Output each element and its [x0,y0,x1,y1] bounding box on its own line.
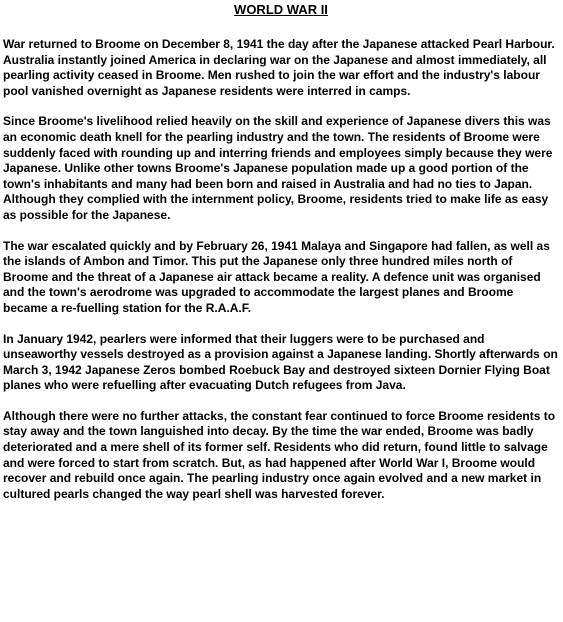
spacer [3,317,559,332]
document-page [0,2,563,622]
paragraph-1: War returned to Broome on December 8, 1941 the day after the Japanese attacked Pearl Harbour. Australia instantly joined America in declaring war on the Japanese and almost immediately, all pearling activity ceased in Broome. Men rushed to join the war effort and the industry's labour pool vanished overnight as Japanese residents were interred in camps. [3,37,555,98]
page-title: WORLD WAR II [234,2,328,17]
spacer [3,224,559,239]
paragraph-3: The war escalated quickly and by February 26, 1941 Malaya and Singapore had fallen, as well as the islands of Ambon and Timor. This put the Japanese only three hundred miles north of Broome and the threat of a Japanese air attack became a reality. A defence unit was organised and the town's aerodrome was upgraded to accommodate the largest planes and Broome became a re-fuelling station for the R.A.A.F. [3,238,550,315]
spacer [3,394,559,409]
paragraph-2: Since Broome's livelihood relied heavily on the skill and experience of Japanese divers this was an economic death knell for the pearling industry and the town. The residents of Broome were suddenly faced with rounding up and interring friends and employees simply because they were Japanese. Unlike other towns Broome's Japanese population made up a good portion of the town's inhabitants and many had been born and raised in Australia and had no ties to Japan. Although they complied with the internment policy, Broome, residents tried to make life as easy as possible for the Japanese. [3,114,553,222]
spacer [3,99,559,114]
paragraph-5: Although there were no further attacks, the constant fear continued to force Broome residents to stay away and the town languished into decay. By the time the war ended, Broome was badly deteriorated and a mere shell of its former self. Residents who did return, found little to salvage and were forced to start from scratch. But, as had happened after World War I, Broome would recover and rebuild once again. The pearling industry once again evolved and a new market in cultured pearls changed the way pearl shell was harvested forever. [3,408,556,501]
paragraph-4: In January 1942, pearlers were informed that their luggers were to be purchased and unseaworthy vessels destroyed as a provision against a Japanese landing. Shortly afterwards on March 3, 1942 Japanese Zeros bombed Roebuck Bay and destroyed sixteen Dornier Flying Boat planes who were refuelling after evacuating Dutch refugees from Java. [3,331,558,393]
spacer [3,18,559,37]
